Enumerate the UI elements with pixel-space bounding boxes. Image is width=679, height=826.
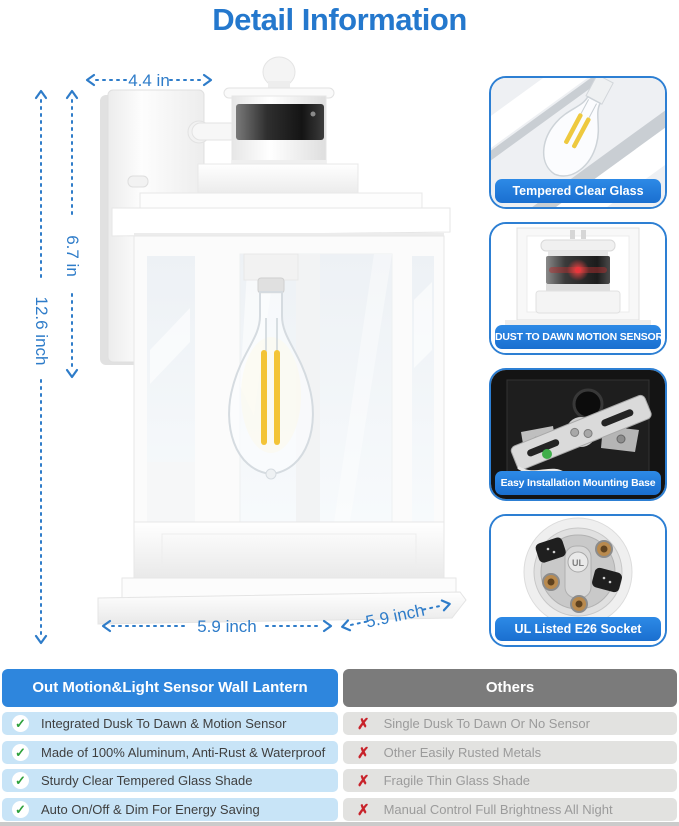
comparison-row-others	[343, 769, 677, 792]
feature-badge-tempered-glass	[489, 76, 667, 209]
comparison-header-others: Others	[343, 669, 677, 707]
dimension-label-top-width: 4.4 in	[128, 71, 170, 90]
comparison-row-others	[343, 798, 677, 821]
comparison-row-others	[343, 741, 677, 764]
feature-badge-label: DUST TO DAWN MOTION SENSOR	[495, 325, 661, 349]
dimension-upper-height	[67, 91, 77, 377]
check-icon: ✓	[12, 772, 29, 789]
next-section-edge	[0, 822, 679, 826]
feature-badge-label: Tempered Clear Glass	[495, 179, 661, 203]
check-icon: ✓	[12, 715, 29, 732]
feature-badge-column	[489, 76, 667, 660]
comparison-row-text: Sturdy Clear Tempered Glass Shade	[41, 773, 253, 788]
comparison-row-ours	[2, 769, 338, 792]
lantern-body	[134, 236, 444, 579]
comparison-row-text: Fragile Thin Glass Shade	[383, 773, 531, 788]
dimension-label-upper-height: 6.7 in	[63, 235, 82, 277]
comparison-row-text: Other Easily Rusted Metals	[383, 745, 542, 760]
cross-icon: ✗	[357, 715, 370, 733]
bulb-socket	[258, 278, 284, 293]
feature-badge-mounting-base	[489, 368, 667, 501]
comparison-header-our-product: Out Motion&Light Sensor Wall Lantern	[2, 669, 338, 707]
cross-icon: ✗	[357, 801, 370, 819]
comparison-row-text: Single Dusk To Dawn Or No Sensor	[383, 716, 590, 731]
feature-badge-motion-sensor	[489, 222, 667, 355]
comparison-row-ours	[2, 798, 338, 821]
feature-badge-label: Easy Installation Mounting Base	[495, 471, 661, 495]
page-title: Detail Information	[212, 2, 467, 37]
check-icon: ✓	[12, 801, 29, 818]
cross-icon: ✗	[357, 772, 370, 790]
comparison-row-others	[343, 712, 677, 735]
dimension-label-total-height: 12.6 inch	[32, 296, 51, 366]
comparison-row-ours	[2, 741, 338, 764]
dimension-label-base-width: 5.9 inch	[197, 617, 257, 636]
product-illustration-wall-lantern	[0, 50, 485, 662]
comparison-row-text: Auto On/Off & Dim For Energy Saving	[41, 802, 260, 817]
sensor-head	[224, 57, 334, 168]
comparison-row-text: Integrated Dusk To Dawn & Motion Sensor	[41, 716, 287, 731]
dimension-total-height	[36, 91, 46, 643]
ul-marking: UL	[572, 558, 584, 568]
bulb-filament	[261, 350, 267, 445]
comparison-row-text: Manual Control Full Brightness All Night	[383, 802, 613, 817]
comparison-row-text: Made of 100% Aluminum, Anti-Rust & Waterproof	[41, 745, 326, 760]
cross-icon: ✗	[357, 744, 370, 762]
comparison-row-ours	[2, 712, 338, 735]
motion-sensor-band	[236, 104, 324, 140]
check-icon: ✓	[12, 744, 29, 761]
feature-badge-label: UL Listed E26 Socket	[495, 617, 661, 641]
plate-screw	[128, 176, 148, 187]
feature-badge-e26-socket	[489, 514, 667, 647]
dimension-label-base-depth: 5.9 inch	[363, 600, 427, 632]
